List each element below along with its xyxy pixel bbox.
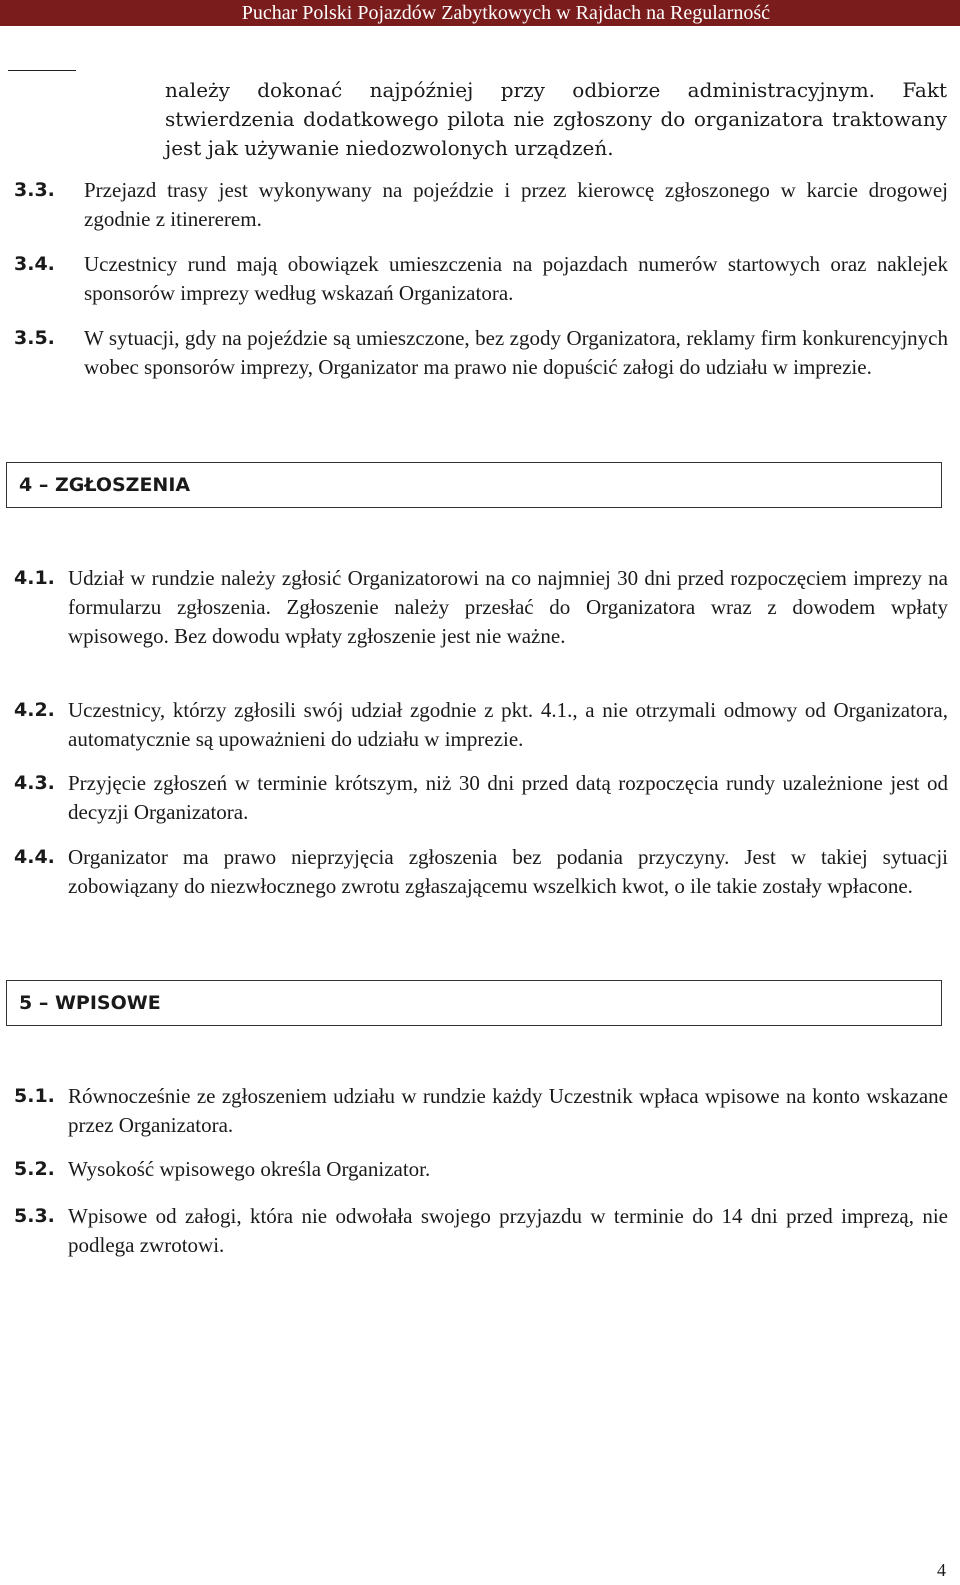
list-item-4-1 <box>14 564 948 651</box>
footnote-rule <box>8 70 76 71</box>
list-item-4-3 <box>14 769 948 827</box>
item-number: 4.2. <box>14 699 55 721</box>
item-text: Przyjęcie zgłoszeń w terminie krótszym, niż 30 dni przed datą rozpoczęcia rundy uzależnione jest od decyzji Organizatora. <box>68 771 948 824</box>
item-text: Udział w rundzie należy zgłosić Organizatorowi na co najmniej 30 dni przed rozpoczęciem imprezy na formularzu zgłoszenia. Zgłoszenie należy przesłać do Organizatora wraz z dowodem wpłaty wpisowego. Bez dowodu wpłaty zgłoszenie jest nie ważne. <box>68 566 948 648</box>
section-heading-zgloszenia <box>6 462 942 508</box>
list-item-5-2 <box>14 1155 948 1184</box>
list-item-3-4 <box>14 250 948 308</box>
item-number: 5.2. <box>14 1158 55 1180</box>
item-number: 5.3. <box>14 1205 55 1227</box>
continuation-paragraph: należy dokonać najpóźniej przy odbiorze administracyjnym. Fakt stwierdzenia dodatkowego pilota nie zgłoszony do organizatora traktowany jest jak używanie niedozwolonych urządzeń. <box>165 78 947 160</box>
item-text: Wpisowe od załogi, która nie odwołała swojego przyjazdu w terminie do 14 dni przed imprezą, nie podlega zwrotowi. <box>68 1204 948 1257</box>
section-heading-wpisowe <box>6 980 942 1026</box>
item-number: 4.1. <box>14 567 55 589</box>
section-title: 5 – WPISOWE <box>19 992 161 1014</box>
list-item-4-4 <box>14 843 948 901</box>
page-header <box>0 0 960 26</box>
section-title: 4 – ZGŁOSZENIA <box>19 474 191 496</box>
list-item-3-3 <box>14 176 948 234</box>
list-item-5-1 <box>14 1082 948 1140</box>
item-text: Uczestnicy rund mają obowiązek umieszczenia na pojazdach numerów startowych oraz naklejek sponsorów imprezy według wskazań Organizatora. <box>84 252 948 305</box>
item-text: Przejazd trasy jest wykonywany na pojeździe i przez kierowcę zgłoszonego w karcie drogowej zgodnie z itinererem. <box>84 178 948 231</box>
item-number: 4.4. <box>14 846 55 868</box>
item-number: 4.3. <box>14 772 55 794</box>
item-text: Organizator ma prawo nieprzyjęcia zgłoszenia bez podania przyczyny. Jest w takiej sytuacji zobowiązany do niezwłocznego zwrotu zgłaszającemu wszelkich kwot, o ile takie zostały wpłacone. <box>68 845 948 898</box>
list-item-3-5 <box>14 324 948 382</box>
list-item-5-3 <box>14 1202 948 1260</box>
item-number: 5.1. <box>14 1085 55 1107</box>
page-number: 4 <box>937 1560 946 1580</box>
header-title: Puchar Polski Pojazdów Zabytkowych w Rajdach na Regularność <box>241 2 770 24</box>
item-text: Równocześnie ze zgłoszeniem udziału w rundzie każdy Uczestnik wpłaca wpisowe na konto wskazane przez Organizatora. <box>68 1084 948 1137</box>
item-number: 3.5. <box>14 327 55 349</box>
list-item-4-2 <box>14 696 948 754</box>
item-number: 3.3. <box>14 179 55 201</box>
item-number: 3.4. <box>14 253 55 275</box>
item-text: W sytuacji, gdy na pojeździe są umieszczone, bez zgody Organizatora, reklamy firm konkurencyjnych wobec sponsorów imprezy, Organizator ma prawo nie dopuścić załogi do udziału w imprezie. <box>84 326 948 379</box>
item-text: Wysokość wpisowego określa Organizator. <box>68 1157 431 1181</box>
item-text: Uczestnicy, którzy zgłosili swój udział zgodnie z pkt. 4.1., a nie otrzymali odmowy od Organizatora, automatycznie są upoważnieni do udziału w imprezie. <box>68 698 948 751</box>
